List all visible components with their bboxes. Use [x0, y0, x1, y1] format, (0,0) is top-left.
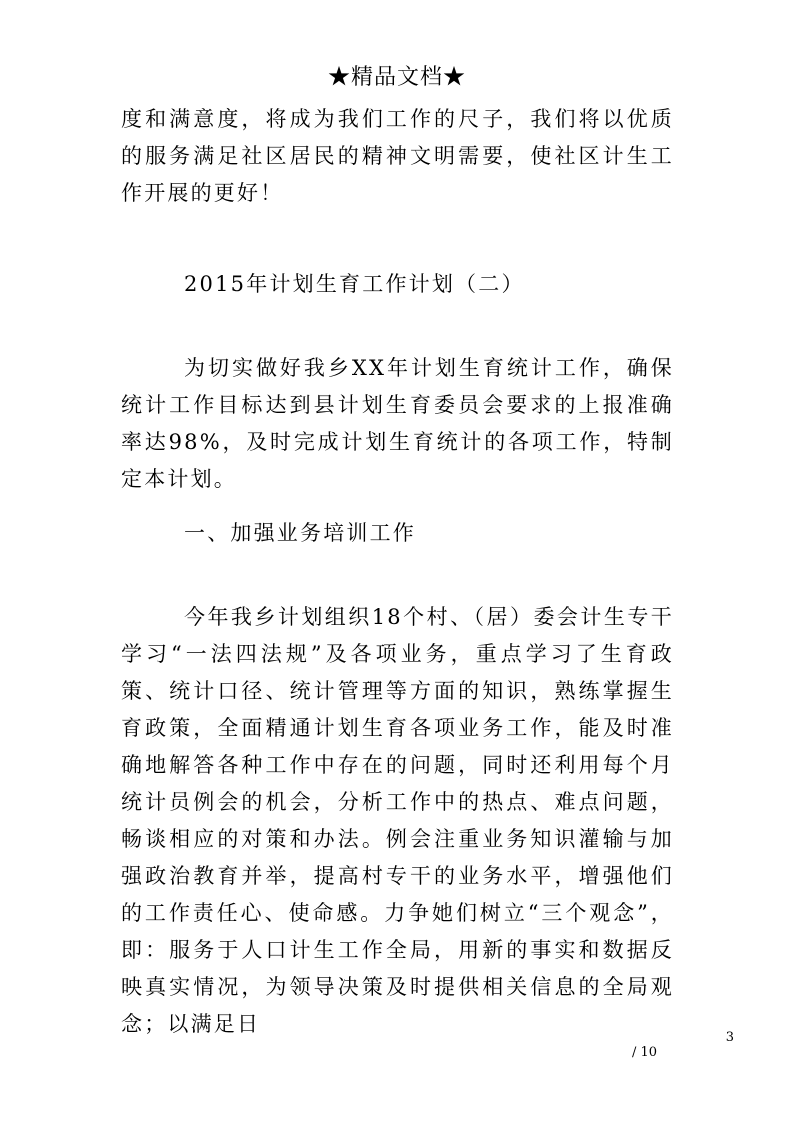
paragraph-intro: 为切实做好我乡XX年计划生育统计工作，确保统计工作目标达到县计划生育委员会要求的上报准确率达98%，及时完成计划生育统计的各项工作，特制定本计划。 [121, 356, 674, 491]
document-header: ★精品文档★ [327, 65, 466, 90]
page-total: / 10 [632, 1045, 658, 1060]
paragraph-continuation: 度和满意度，将成为我们工作的尺子，我们将以优质的服务满足社区居民的精神文明需要，使社区计生工作开展的更好！ [121, 107, 674, 205]
subheading-block [121, 515, 674, 552]
section-title: 2015年计划生育工作计划（二） [184, 272, 525, 296]
subheading: 一、加强业务培训工作 [184, 521, 416, 545]
document-body [121, 101, 674, 212]
paragraph-main: 今年我乡计划组织18个村、（居）委会计生专干学习“一法四法规”及各项业务，重点学习了生育政策、统计口径、统计管理等方面的知识，熟练掌握生育政策，全面精通计划生育各项业务工作，能及时准确地解答各种工作中存在的问题，同时还利用每个月统计员例会的机会，分析工作中的热点、难点问题，畅谈相应的对策和办法。例会注重业务知识灌输与加强政治教育并举，提高村专干的业务水平，增强他们的工作责任心、使命感。力争她们树立“三个观念”，即：服务于人口计生工作全局，用新的事实和数据反映真实情况，为领导决策及时提供相关信息的全局观念；以满足日 [121, 605, 674, 1036]
intro-block [121, 350, 674, 498]
page-number: 3 [725, 1030, 734, 1045]
section-title-block [121, 266, 674, 303]
main-block [121, 599, 674, 1043]
